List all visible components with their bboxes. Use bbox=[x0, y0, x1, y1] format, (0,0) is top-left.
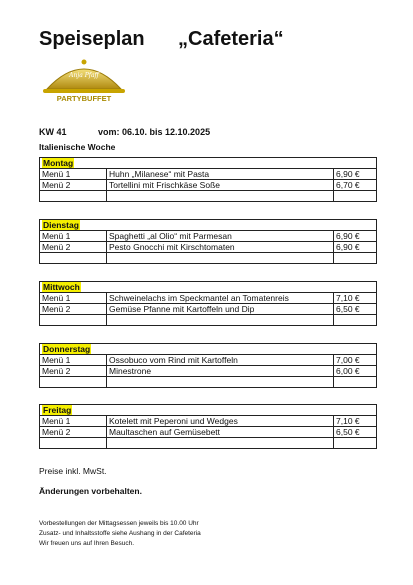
week-range: vom: 06.10. bis 12.10.2025 bbox=[98, 127, 211, 137]
empty-row bbox=[40, 253, 377, 264]
dish-name: Kotelett mit Peperoni und Wedges bbox=[107, 416, 334, 427]
day-name: Dienstag bbox=[43, 220, 79, 230]
table-row bbox=[40, 231, 377, 242]
empty-row bbox=[40, 377, 377, 388]
changes-note: Änderungen vorbehalten. bbox=[39, 486, 142, 496]
dish-name: Ossobuco vom Rind mit Kartoffeln bbox=[107, 355, 334, 366]
menu-label: Menü 1 bbox=[40, 355, 107, 366]
table-row bbox=[40, 242, 377, 253]
menu-label: Menü 1 bbox=[40, 169, 107, 180]
day-name: Mittwoch bbox=[43, 282, 80, 292]
menu-label: Menü 1 bbox=[40, 416, 107, 427]
price: 6,90 € bbox=[334, 169, 377, 180]
price: 6,70 € bbox=[334, 180, 377, 191]
footer-line-preorder: Vorbestellungen der Mittagsessen jeweils bis 10.00 Uhr bbox=[39, 520, 199, 527]
dish-name: Huhn „Milanese“ mit Pasta bbox=[107, 169, 334, 180]
dish-name: Spaghetti „al Olio“ mit Parmesan bbox=[107, 231, 334, 242]
day-header-row bbox=[40, 344, 377, 355]
day-name: Freitag bbox=[43, 405, 72, 415]
table-row bbox=[40, 416, 377, 427]
empty-row bbox=[40, 315, 377, 326]
table-row bbox=[40, 304, 377, 315]
menu-label: Menü 1 bbox=[40, 231, 107, 242]
table-row bbox=[40, 180, 377, 191]
day-table-mittwoch bbox=[39, 281, 377, 326]
menu-label: Menü 2 bbox=[40, 427, 107, 438]
logo-text-top: Anja Pfaff bbox=[69, 72, 99, 79]
week-number: KW 41 bbox=[39, 127, 67, 137]
day-name: Donnerstag bbox=[43, 344, 91, 354]
footer-notes bbox=[39, 519, 201, 549]
empty-row bbox=[40, 191, 377, 202]
day-header-row bbox=[40, 220, 377, 231]
day-header-row bbox=[40, 158, 377, 169]
dish-name: Minestrone bbox=[107, 366, 334, 377]
price: 7,10 € bbox=[334, 416, 377, 427]
day-table-donnerstag bbox=[39, 343, 377, 388]
day-name: Montag bbox=[43, 158, 74, 168]
price: 6,50 € bbox=[334, 304, 377, 315]
title-speiseplan: Speiseplan bbox=[39, 28, 145, 50]
price: 6,50 € bbox=[334, 427, 377, 438]
dish-name: Pesto Gnocchi mit Kirschtomaten bbox=[107, 242, 334, 253]
footer-line-additives: Zusatz- und Inhaltsstoffe siehe Aushang in der Cafeteria bbox=[39, 530, 201, 537]
menu-label: Menü 2 bbox=[40, 366, 107, 377]
week-header bbox=[39, 127, 211, 137]
table-row bbox=[40, 366, 377, 377]
dish-name: Maultaschen auf Gemüsebett bbox=[107, 427, 334, 438]
dish-name: Schweinelachs im Speckmantel an Tomatenreis bbox=[107, 293, 334, 304]
dish-name: Tortellini mit Frischkäse Soße bbox=[107, 180, 334, 191]
menu-label: Menü 1 bbox=[40, 293, 107, 304]
table-row bbox=[40, 427, 377, 438]
partybuffet-logo bbox=[39, 57, 129, 105]
price: 6,90 € bbox=[334, 242, 377, 253]
price-note: Preise inkl. MwSt. bbox=[39, 466, 107, 476]
dish-name: Gemüse Pfanne mit Kartoffeln und Dip bbox=[107, 304, 334, 315]
day-header-row bbox=[40, 405, 377, 416]
menu-label: Menü 2 bbox=[40, 242, 107, 253]
table-row bbox=[40, 169, 377, 180]
table-row bbox=[40, 293, 377, 304]
table-row bbox=[40, 355, 377, 366]
menu-label: Menü 2 bbox=[40, 180, 107, 191]
day-header-row bbox=[40, 282, 377, 293]
title-cafeteria: „Cafeteria“ bbox=[178, 28, 284, 50]
price: 7,10 € bbox=[334, 293, 377, 304]
empty-row bbox=[40, 438, 377, 449]
logo-text-main: PARTYBUFFET bbox=[56, 94, 112, 103]
price: 6,90 € bbox=[334, 231, 377, 242]
page-title bbox=[39, 28, 284, 51]
day-table-freitag bbox=[39, 404, 377, 449]
price: 6,00 € bbox=[334, 366, 377, 377]
price: 7,00 € bbox=[334, 355, 377, 366]
week-theme: Italienische Woche bbox=[39, 142, 116, 152]
day-table-dienstag bbox=[39, 219, 377, 264]
menu-label: Menü 2 bbox=[40, 304, 107, 315]
day-table-montag bbox=[39, 157, 377, 202]
footer-line-welcome: Wir freuen uns auf Ihren Besuch. bbox=[39, 540, 135, 547]
